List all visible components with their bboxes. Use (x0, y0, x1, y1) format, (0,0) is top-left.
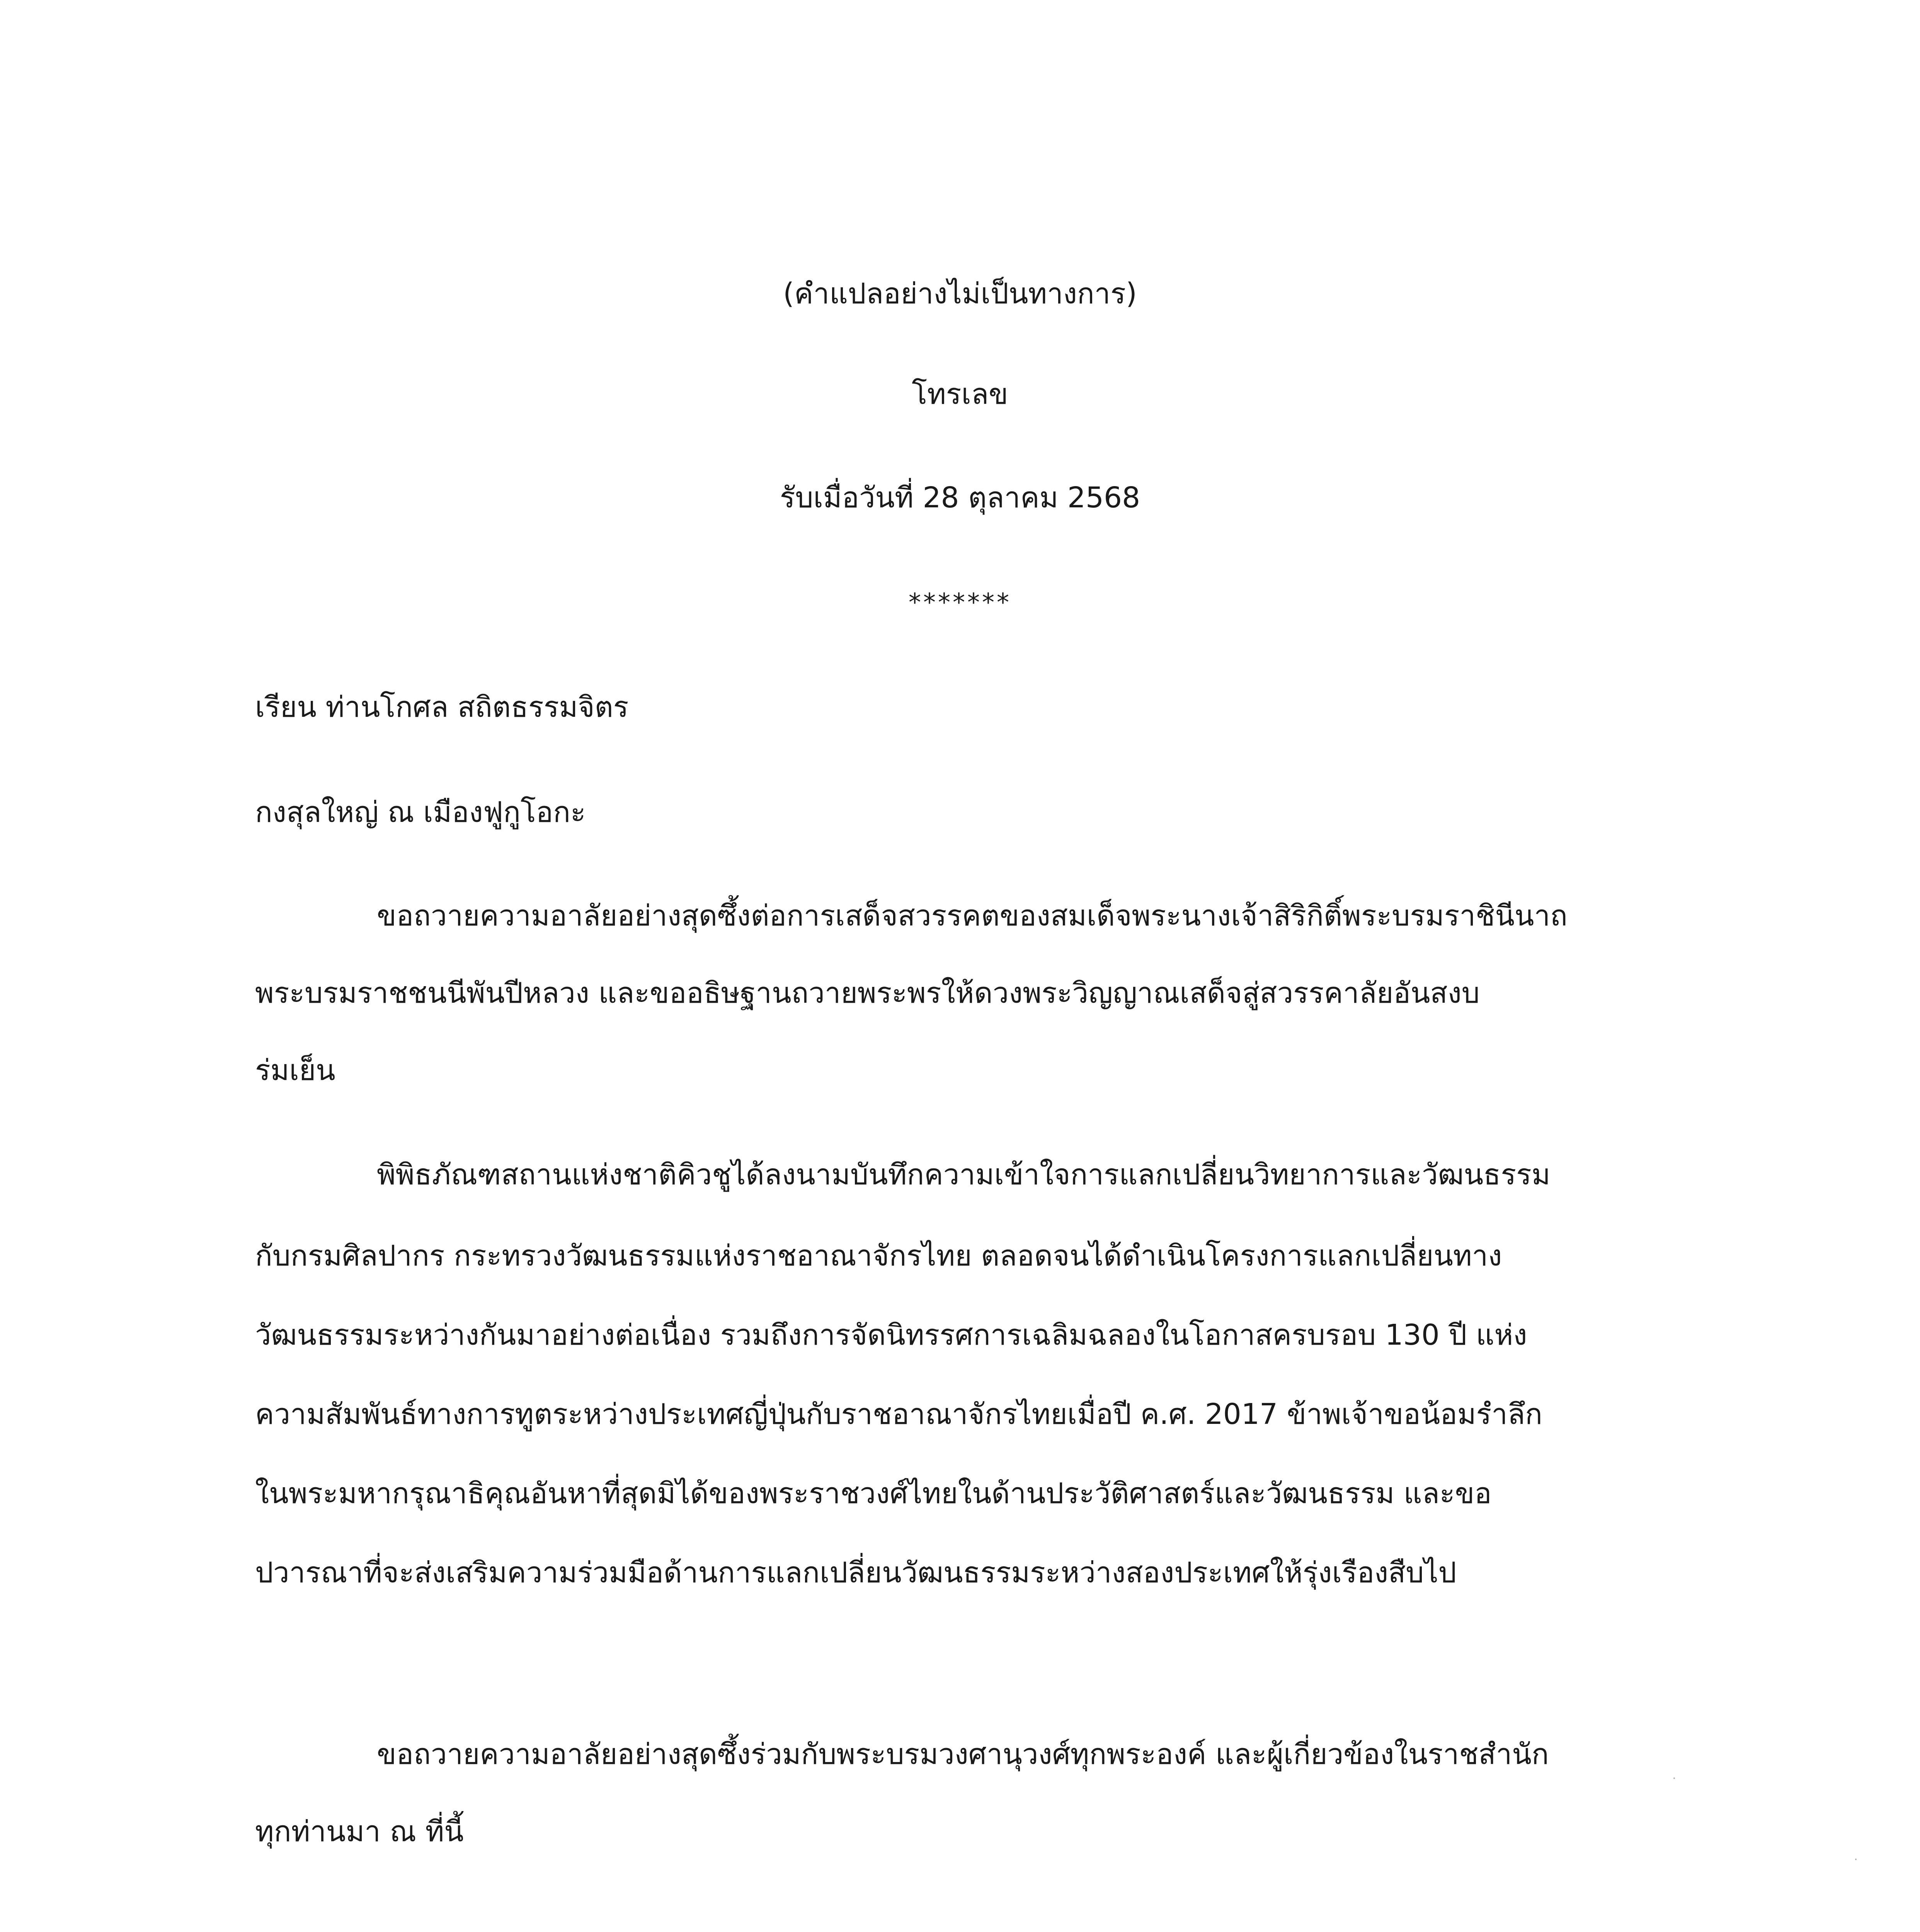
paragraph-2-line: ในพระมหากรุณาธิคุณอันหาที่สุดมิได้ของพระราชวงศ์ไทยในด้านประวัติศาสตร์และวัฒนธรรม และขอ (255, 1477, 1492, 1510)
paragraph-3-line: ทุกท่านมา ณ ที่นี้ (255, 1815, 464, 1848)
paragraph-2-line: ความสัมพันธ์ทางการทูตระหว่างประเทศญี่ปุ่นกับราชอาณาจักรไทยเมื่อปี ค.ศ. 2017 ข้าพเจ้าขอน้อมรำลึก (255, 1398, 1542, 1431)
translation-note: (คำแปลอย่างไม่เป็นทางการ) (783, 277, 1137, 310)
received-date: รับเมื่อวันที่ 28 ตุลาคม 2568 (780, 481, 1140, 514)
paragraph-3-line: ขอถวายความอาลัยอย่างสุดซึ้งร่วมกับพระบรมวงศานุวงศ์ทุกพระองค์ และผู้เกี่ยวข้องในราชสำนัก (377, 1738, 1549, 1771)
paragraph-2-line: กับกรมศิลปากร กระทรวงวัฒนธรรมแห่งราชอาณาจักรไทย ตลอดจนได้ดำเนินโครงการแลกเปลี่ยนทาง (255, 1239, 1502, 1272)
scan-speck (1855, 1859, 1857, 1860)
paragraph-1-line: ร่มเย็น (255, 1054, 335, 1087)
document-type: โทรเลข (912, 378, 1008, 411)
salutation-position: กงสุลใหญ่ ณ เมืองฟูกูโอกะ (255, 796, 586, 829)
paragraph-2-line: พิพิธภัณฑสถานแห่งชาติคิวชูได้ลงนามบันทึกความเข้าใจการแลกเปลี่ยนวิทยาการและวัฒนธรรม (377, 1158, 1551, 1191)
separator-asterisks: ******* (909, 588, 1011, 617)
paragraph-2-line: ปวารณาที่จะส่งเสริมความร่วมมือด้านการแลกเปลี่ยนวัฒนธรรมระหว่างสองประเทศให้รุ่งเรืองสืบไป (255, 1556, 1457, 1589)
scan-speck (1673, 1777, 1675, 1779)
paragraph-2-line: วัฒนธรรมระหว่างกันมาอย่างต่อเนื่อง รวมถึงการจัดนิทรรศการเฉลิมฉลองในโอกาสครบรอบ 130 ปี แห่ง (255, 1318, 1527, 1352)
paragraph-1-line: ขอถวายความอาลัยอย่างสุดซึ้งต่อการเสด็จสวรรคตของสมเด็จพระนางเจ้าสิริกิติ์พระบรมราชินีนาถ (377, 899, 1568, 932)
salutation-recipient: เรียน ท่านโกศล สถิตธรรมจิตร (255, 690, 629, 724)
paragraph-1-line: พระบรมราชชนนีพันปีหลวง และขออธิษฐานถวายพระพรให้ดวงพระวิญญาณเสด็จสู่สวรรคาลัยอันสงบ (255, 976, 1480, 1010)
